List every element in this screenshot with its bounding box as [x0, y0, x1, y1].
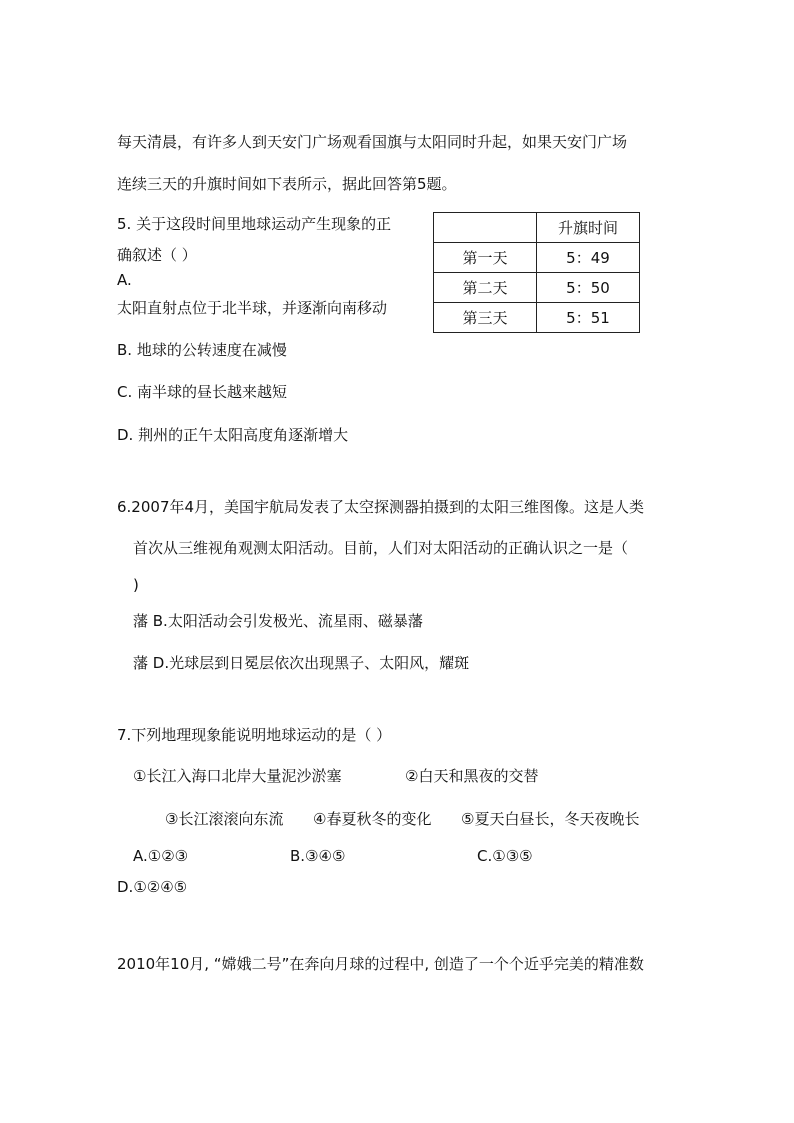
q5-stem-line-2: 确叙述（ ）: [117, 246, 197, 264]
q6-line-1: 6.2007年4月，美国宇航局发表了太空探测器拍摄到的太阳三维图像。这是人类: [117, 498, 645, 516]
q5-option-b: B. 地球的公转速度在减慢: [117, 341, 287, 359]
q7-option-b: B.③④⑤: [290, 847, 346, 865]
table-row: [434, 273, 640, 303]
q6-line-2: 首次从三维视角观测太阳活动。目前，人们对太阳活动的正确认识之一是（: [133, 539, 629, 557]
q5-stem-line-1: 5. 关于这段时间里地球运动产生现象的正: [117, 215, 392, 233]
table-header-cell: 升旗时间: [537, 213, 640, 243]
q5-option-a-label: A.: [117, 271, 132, 289]
q5-option-c: C. 南半球的昼长越来越短: [117, 383, 288, 401]
q7-item-4: ④春夏秋冬的变化: [313, 810, 432, 828]
trailing-line-1: 2010年10月, “嫦娥二号”在奔向月球的过程中, 创造了一个个近乎完美的精准数: [117, 955, 644, 973]
q6-option-b: 藩 B.太阳活动会引发极光、流星雨、磁暴藩: [133, 612, 423, 630]
table-cell: 5：49: [537, 243, 640, 273]
q6-line-3: ): [133, 576, 139, 594]
q5-option-d: D. 荆州的正午太阳高度角逐渐增大: [117, 426, 349, 444]
q7-option-a: A.①②③: [133, 847, 189, 865]
table-cell: 第一天: [434, 243, 537, 273]
intro-line-2: 连续三天的升旗时间如下表所示，据此回答第5题。: [117, 175, 457, 193]
q7-stem: 7.下列地理现象能说明地球运动的是（ ）: [117, 726, 392, 744]
table-cell: 第三天: [434, 303, 537, 333]
flag-raising-time-table: [433, 212, 640, 333]
q7-option-d: D.①②④⑤: [117, 878, 188, 896]
table-cell: 5：50: [537, 273, 640, 303]
table-row: [434, 243, 640, 273]
q7-item-2: ②白天和黑夜的交替: [405, 767, 539, 785]
table-row: [434, 303, 640, 333]
q7-item-3: ③长江滚滚向东流: [165, 810, 284, 828]
q5-option-a-text: 太阳直射点位于北半球，并逐渐向南移动: [117, 299, 388, 317]
table-header-cell: [434, 213, 537, 243]
table-header-row: [434, 213, 640, 243]
q7-option-c: C.①③⑤: [477, 847, 533, 865]
q7-item-1: ①长江入海口北岸大量泥沙淤塞: [133, 767, 342, 785]
intro-line-1: 每天清晨，有许多人到天安门广场观看国旗与太阳同时升起，如果天安门广场: [117, 133, 628, 151]
table-cell: 第二天: [434, 273, 537, 303]
table-cell: 5：51: [537, 303, 640, 333]
q7-item-5: ⑤夏天白昼长，冬天夜晚长: [461, 810, 640, 828]
q6-option-d: 藩 D.光球层到日冕层依次出现黑子、太阳风，耀斑: [133, 654, 470, 672]
